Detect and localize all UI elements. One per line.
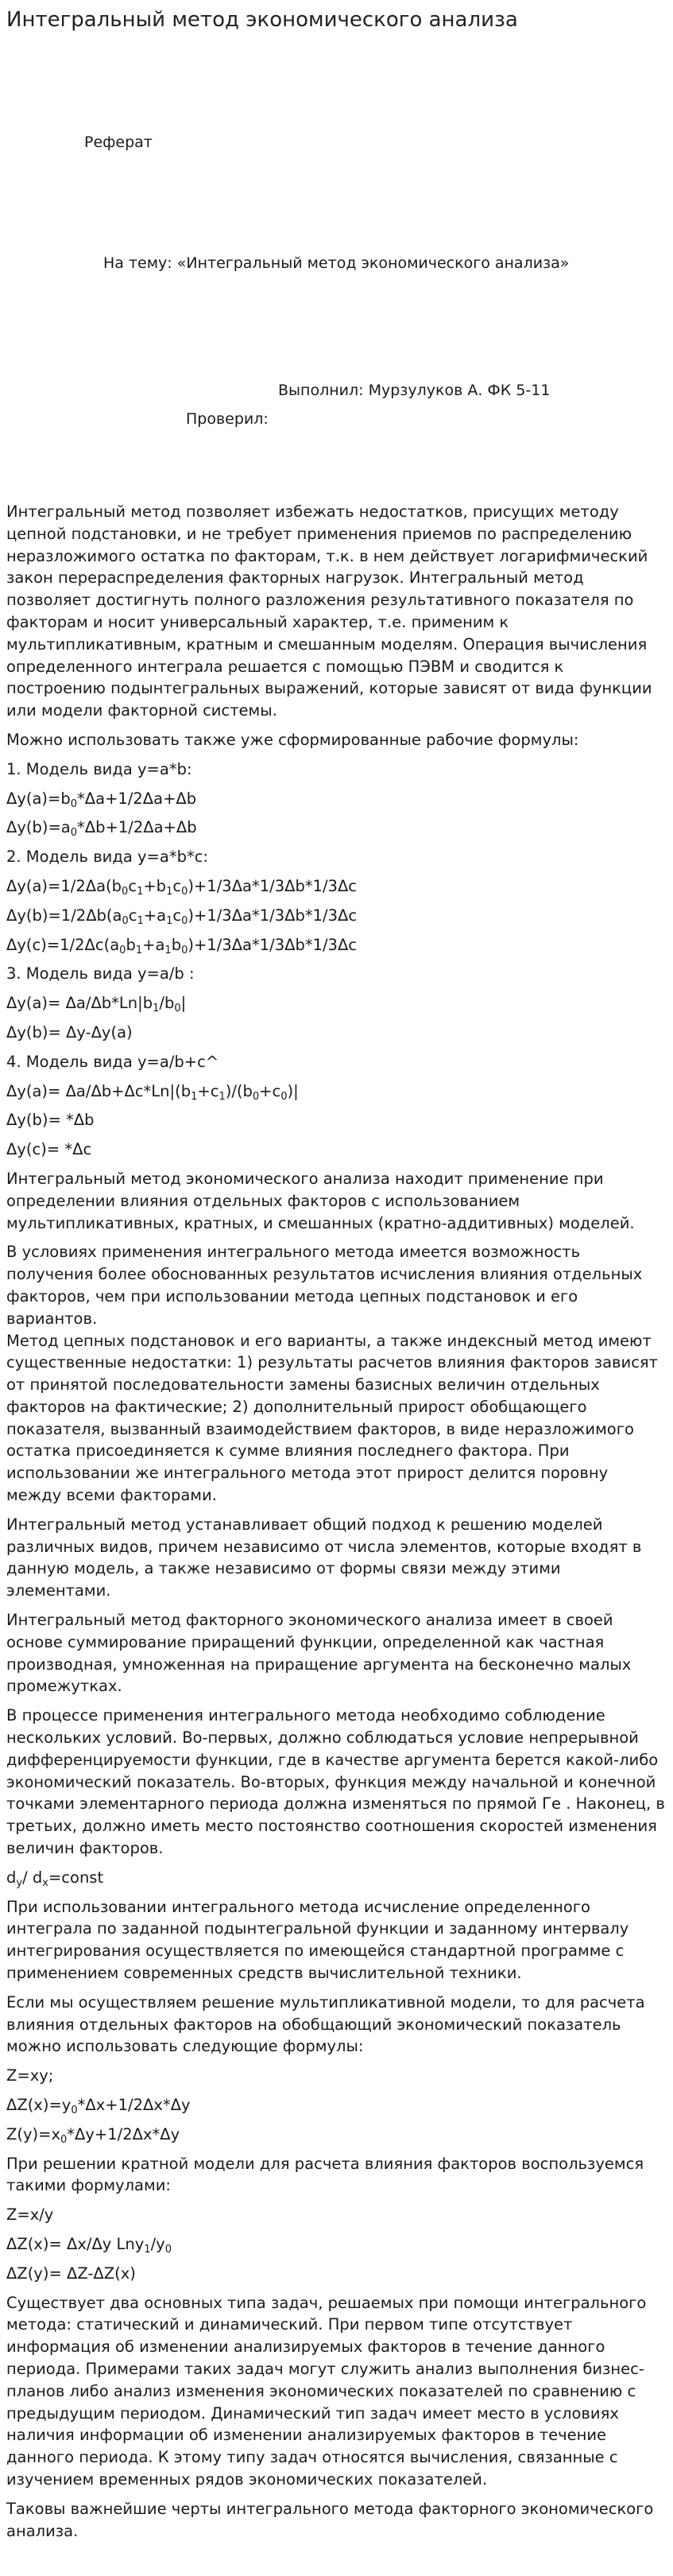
formula-model1-a: $\Delta y(a)=b_0*\Delta a+1/2\Delta a+\Delta b$ [6,789,197,810]
paragraph-2: В условиях применения интегрального метода имеется возможность получения более обоснованных результатов исчисления влияния отдельных факторов, чем при использовании метода цепных подстановок и его вариантов. [6,1243,643,1328]
referat-label: Реферат [84,134,153,151]
formula-dz-y-ratio: ΔZ(y)= ΔZ-ΔZ(x) [6,2264,136,2283]
paragraph-5: Интегральный метод факторного экономического анализа имеет в своей основе суммирование приращений функции, определенной как частная производная, умноженная на приращение аргумента на бесконечно малых промежутках. [6,1611,632,1696]
formula-model4-c: Δy(c)= *Δc [6,1140,92,1159]
author-line: Выполнил: Мурзулуков А. ФК 5-11 [278,382,551,399]
paragraph-10: Существует два основных типа задач, решаемых при помощи интегрального метода: статический и динамический. При первом типе отсутствует информация об изменении анализируемых факторов в течение данного периода. Примерами таких задач могут служить анализ выполнения бизнес-планов либо анализ изменения экономических показателей по сравнению с предыдущим периодом. Динамический тип задач имеет место в условиях наличия информации об изменении анализируемых факторов в течение данного периода. К этому типу задач относятся вычисления, связанные с изучением временных рядов экономических показателей. [6,2293,647,2489]
paragraph-4: Интегральный метод устанавливает общий подход к решению моделей различных видов, причем независимо от числа элементов, которые входят в данную модель, а также независимо от формы связи между этими элементами. [6,1515,642,1600]
formula-model3-a: $\Delta y(a)= \Delta a/\Delta b*Ln|b_1/b_0|$ [6,994,187,1015]
checked-by-line: Проверил: [186,410,269,428]
model3-title: 3. Модель вида y=a/b : [6,964,195,983]
document-body [6,501,667,2549]
document-header-title: Интегральный метод экономического анализа [6,8,518,32]
formula-model2-a: $\Delta y(a)=1/2\Delta a(b_0c_1+b_1c_0)+1/3\Delta a*1/3\Delta b*1/3\Delta c$ [6,876,358,898]
formula-model1-b: $\Delta y(b)=a_0*\Delta b+1/2\Delta a+\Delta b$ [6,818,197,840]
formula-z-x-over-y: Z=x/y [6,2206,54,2225]
formula-dy-dx: $d_y/$ $d_x=const$ [6,1868,104,1889]
paragraph-8: Если мы осуществляем решение мультипликативной модели, то для расчета влияния отдельных факторов на обобщающий экономический показатель можно использовать следующие формулы: [6,1992,645,2056]
formula-model4-a: $\Delta y(a)= \Delta a/\Delta b+\Delta c*Ln|(b_1+c_1)/(b_0+c_0)|$ [6,1081,299,1103]
paragraph-6: В процессе применения интегрального метода необходимо соблюдение нескольких условий. Во-первых, должно соблюдаться условие непрерывной дифференцируемости функции, где в качестве аргумента берется какой-либо экономический показатель. Во-вторых, функция между начальной и конечной точками элементарного периода должна изменяться по прямой Ге . Наконец, в третьих, должно иметь место постоянство соотношения скоростей изменения величин факторов. [6,1706,665,1858]
formula-model3-b: Δy(b)= Δy-Δy(a) [6,1022,133,1042]
paragraph-intro: Интегральный метод позволяет избежать недостатков, присущих методу цепной подстановки, и не требует применения приемов по распределению неразложимого остатка по факторам, т.к. в нем действует логарифмический закон перераспределения факторных нагрузок. Интегральный метод позволяет достигнуть полного разложения результативного показателя по факторам и носит универсальный характер, т.е. применим к мультипликативным, кратным и смешанным моделям. Операция вычисления определенного интеграла решается с помощью ПЭВМ и сводится к построению подынтегральных выражений, которые зависят от вида функции или модели факторной системы. [6,502,652,720]
topic-line: На тему: «Интегральный метод экономического анализа» [103,254,570,272]
formula-dz-x: $\Delta Z(x)=y_0*\Delta x+1/2\Delta x*\Delta y$ [6,2096,191,2116]
paragraph-7: При использовании интегрального метода исчисление определенного интеграла по заданной подынтегральной функции и заданному интервалу интегрирования осуществляется по имеющейся стандартной программе с применением современных средств вычислительной техники. [6,1897,629,1983]
paragraph-11: Таковы важнейшие черты интегрального метода факторного экономического анализа. [6,2499,654,2540]
model2-title: 2. Модель вида y=a*b*c: [6,848,208,867]
formula-model2-c: $\Delta y(c)=1/2\Delta c(a_0b_1+a_1b_0)+1/3\Delta a*1/3\Delta b*1/3\Delta c$ [6,935,358,956]
paragraph-formulas-intro: Можно использовать также уже сформированные рабочие формулы: [6,730,579,749]
paragraph-1: Интегральный метод экономического анализа находит применение при определении влияния отдельных факторов с использованием мультипликативных, кратных, и смешанных (кратно-аддитивных) моделей. [6,1169,635,1232]
paragraph-9: При решении кратной модели для расчета влияния факторов воспользуемся такими формулами: [6,2154,644,2195]
formula-model4-b: Δy(b)= *Δb [6,1111,95,1130]
formula-dz-y: $Z(y)=x_0*\Delta y+1/2\Delta x*\Delta y$ [6,2124,180,2146]
formula-dz-x-ratio: ΔZ(x)= Δx/Δy $Lny_1/y_0$ [6,2234,172,2256]
formula-model2-b: $\Delta y(b)=1/2\Delta b(a_0c_1+a_1c_0)+1/3\Delta a*1/3\Delta b*1/3\Delta c$ [6,906,358,927]
model1-title: 1. Модель вида y=a*b: [6,759,192,778]
paragraph-3: Метод цепных подстановок и его варианты, а также индексный метод имеют существенные недостатки: 1) результаты расчетов влияния факторов зависят от принятой последовательности замены базисных величин отдельных факторов на фактические; 2) дополнительный прирост обобщающего показателя, вызванный взаимодействием факторов, в виде неразложимого остатка присоединяется к сумме влияния последнего фактора. При использовании же интегрального метода этот прирост делится поровну между всеми факторами. [6,1331,659,1505]
model4-title: 4. Модель вида y=a/b+c^ [6,1052,219,1071]
formula-z-xy: Z=xy; [6,2066,54,2085]
